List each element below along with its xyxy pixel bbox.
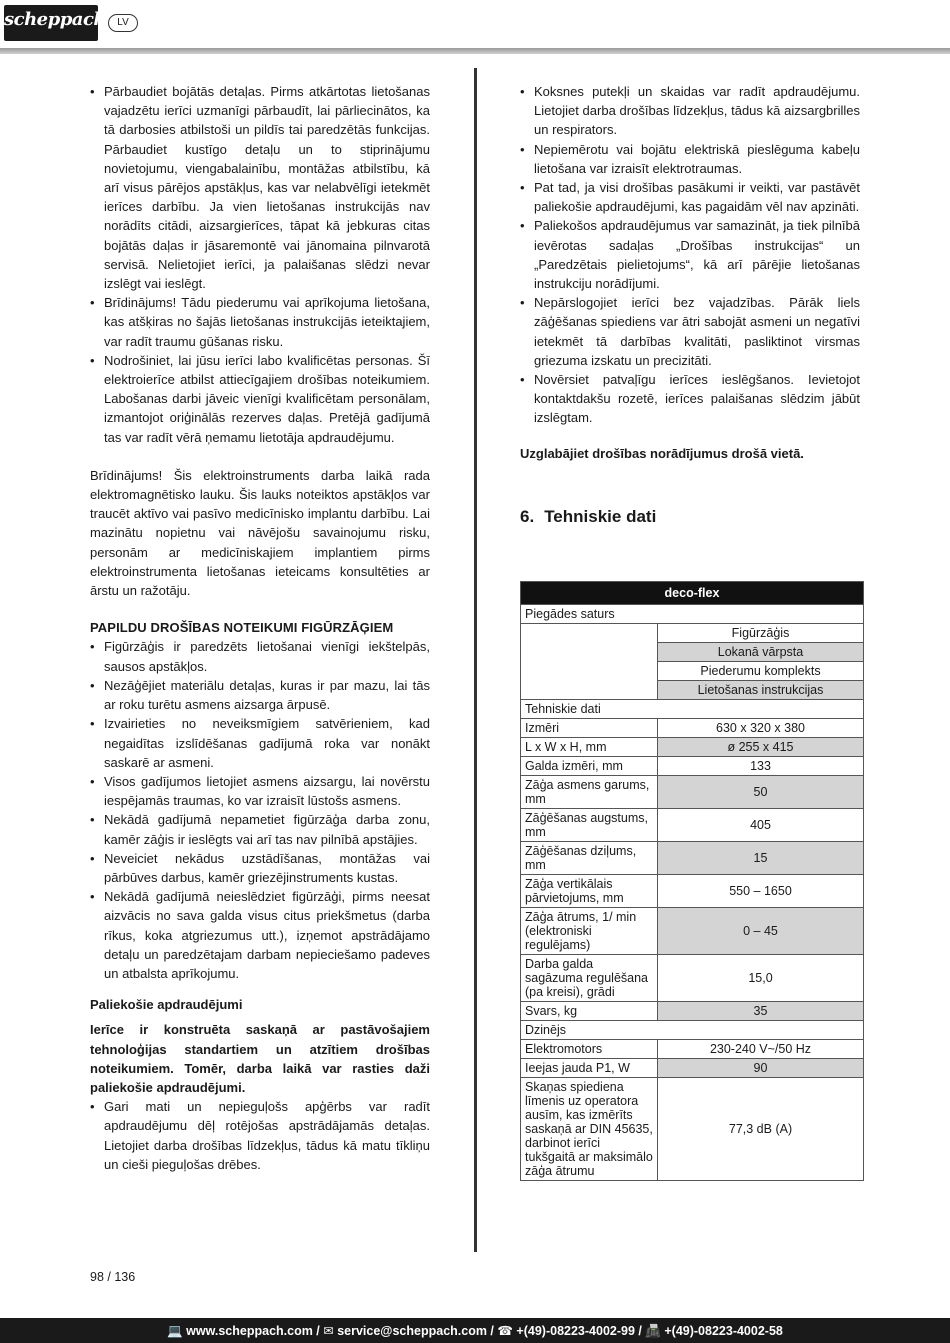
bullet-list-4 — [520, 82, 860, 428]
column-divider — [474, 68, 477, 1252]
header-bar — [0, 48, 950, 54]
language-badge: LV — [108, 14, 138, 32]
table-header-model: deco-flex — [521, 582, 864, 605]
bullet-list-3 — [90, 1097, 430, 1174]
list-item: • Nodrošiniet, lai jūsu ierīci labo kvalificētas personas. Šī elektroierīce atbilst attiecīgajiem drošības noteikumiem. Labošanas darbi jāveic vienīgi kvalificētam personālam, izmantojot oriģinālās rezerves daļas. Pretējā gadījumā tas var radīt vērā ņemamu lietotāja apdraudējumu. — [90, 351, 430, 447]
store-note: Uzglabājiet drošības norādījumus drošā vietā. — [520, 445, 804, 461]
table-row: Zāģa ātrums, 1/ min (elektroniski regulējams) 0 – 45 — [521, 908, 864, 955]
list-item: • Brīdinājums! Tādu piederumu vai aprīkojuma lietošana, kas atšķiras no šajās lietošanas instrukcijās ieteiktajiem, var radīt traumu gūšanas risku. — [90, 293, 430, 351]
table-row: Skaņas spiediena līmenis uz operatora ausīm, kas izmērīts saskaņā ar DIN 45635, darbinot ierīci tukšgaitā ar maksimālo zāģa ātrumu 77,3 dB (A) — [521, 1078, 864, 1181]
section-number: 6. — [520, 506, 535, 526]
list-item: • Nekādā gadījumā nepametiet figūrzāģa darba zonu, kamēr zāģis ir ieslēgts vai arī tas nav pilnībā apstājies. — [90, 810, 430, 848]
table-row: Galda izmēri, mm 133 — [521, 757, 864, 776]
tech-label: Tehniskie dati — [521, 700, 864, 719]
list-item: • Izvairieties no neveiksmīgiem satvērieniem, kad negaidītas izslīdēšanas gadījumā roka var nonākt saskarē ar asmeni. — [90, 714, 430, 772]
list-item: • Novērsiet patvaļīgu ierīces ieslēgšanos. Ievietojot kontaktdakšu rozetē, ierīces palaišanas slēdzim jābūt izslēgtam. — [520, 370, 860, 428]
scope-item: Lietošanas instrukcijas — [658, 681, 864, 700]
table-row: Zāģa vertikālais pārvietojums, mm 550 – 1650 — [521, 875, 864, 908]
residual-risks-heading: Paliekošie apdraudējumi — [90, 997, 243, 1013]
table-row: Zāģēšanas dziļums, mm 15 — [521, 842, 864, 875]
table-row: L x W x H, mm ø 255 x 415 — [521, 738, 864, 757]
list-item: • Paliekošos apdraudējumus var samazināt, ja tiek pilnībā ievērotas sadaļas „Drošības instrukcijas“ un „Paredzētais pielietojums“, kā arī pārējie lietošanas instrukciju norādījumi. — [520, 216, 860, 293]
emf-warning: Brīdinājums! Šis elektroinstruments darba laikā rada elektromagnētisko lauku. Šis lauks noteiktos apstākļos var traucēt aktīvo vai pasīvo medicīnisko implantu darbību. Lai mazinātu nopietnu vai nāvējošu savainojumu risku, personām ar medicīniskajiem implantiem pirms elektroinstrumenta lietošanas ieteicams konsultēties ar ārstu un ražotāju. — [90, 467, 430, 599]
list-item: • Visos gadījumos lietojiet asmens aizsargu, lai novērstu iespējamās traumas, ko var izraisīt lūstošs asmens. — [90, 772, 430, 810]
bullet-list-1 — [90, 82, 430, 447]
table-row: Zāģēšanas augstums, mm 405 — [521, 809, 864, 842]
residual-risks-intro: Ierīce ir konstruēta saskaņā ar pastāvošajiem tehnoloģijas standartiem un atzītiem drošības noteikumiem. Tomēr, darba laikā var rasties daži paliekošie apdraudējumi. — [90, 1022, 430, 1095]
table-row: Zāģa asmens garums, mm 50 — [521, 776, 864, 809]
table-row: Darba galda sagāzuma regulēšana (pa kreisi), grādi 15,0 — [521, 955, 864, 1002]
page-header — [0, 0, 950, 46]
section-heading: Tehniskie dati — [544, 506, 657, 526]
page-footer — [0, 1318, 950, 1343]
list-item: • Figūrzāģis ir paredzēts lietošanai vienīgi iekštelpās, sausos apstākļos. — [90, 637, 430, 675]
scope-item: Piederumu komplekts — [658, 662, 864, 681]
left-column — [90, 82, 430, 1174]
page-number: 98 / 136 — [90, 1270, 136, 1284]
list-item: • Pārbaudiet bojātās detaļas. Pirms atkārtotas lietošanas vajadzētu ierīci uzmanīgi pārbaudīt, lai pārliecinātos, ka tā darbosies atbilstoši un pildīs tai paredzētās funkcijas. Pārbaudiet kustīgo detaļu un to stiprinājumu novietojumu, viengabalainību, montāžas atbilstību, kā arī visus pārējos apstākļus, kas var nelabvēlīgi ietekmēt ierīces darbību. Ja vien lietošanas instrukcijās nav norādīts citādi, aizsargierīces, tāpat kā jebkuras citas bojātās daļas ir jāsaremontē vai jānomaina pilnvarotā servisā. Nelietojiet ierīci, ja palaišanas slēdzi nevar izslēgt vai ieslēgt. — [90, 82, 430, 293]
list-item: • Nekādā gadījumā neieslēdziet figūrzāģi, pirms neesat aizvācis no sava galda visus citus priekšmetus (darba rīkus, koka atgriezumus utt.), izņemot apstrādājamo detaļu un paredzētajam darbam nepieciešamo padeves un atbalsta aprīkojumu. — [90, 887, 430, 983]
list-item: • Neveiciet nekādus uzstādīšanas, montāžas vai pārbūves darbus, kamēr griezējinstruments kustas. — [90, 849, 430, 887]
scope-label: Piegādes saturs — [521, 605, 864, 624]
list-item: • Nezāģējiet materiālu detaļas, kuras ir par mazu, lai tās ar roku turētu asmens aizsarga ārpusē. — [90, 676, 430, 714]
scope-item: Figūrzāģis — [658, 624, 864, 643]
list-item: • Koksnes putekļi un skaidas var radīt apdraudējumu. Lietojiet darba drošības līdzekļus, tādus kā aizsargbrilles un respirators. — [520, 82, 860, 140]
scope-item: Lokanā vārpsta — [658, 643, 864, 662]
list-item: • Pat tad, ja visi drošības pasākumi ir veikti, var pastāvēt paliekošie apdraudējumi, kas pagaidām vēl nav apzināti. — [520, 178, 860, 216]
scope-spacer — [521, 624, 658, 700]
list-item: • Nepiemērotu vai bojātu elektriskā pieslēguma kabeļu lietošana var izraisīt elektrotraumas. — [520, 140, 860, 178]
table-row: Elektromotors 230-240 V~/50 Hz — [521, 1040, 864, 1059]
right-column — [520, 82, 860, 526]
motor-label: Dzinējs — [521, 1021, 864, 1040]
list-item: • Gari mati un nepieguļošs apģērbs var radīt apdraudējumu dēļ rotējošas apstrādājamās detaļas. Lietojiet darba drošības līdzekļus, tādus kā matu tīkliņu un cieši pieguļošas drēbes. — [90, 1097, 430, 1174]
section-title — [520, 507, 860, 526]
tech-data-table — [520, 581, 864, 1181]
table-row: Ieejas jauda P1, W 90 — [521, 1059, 864, 1078]
table-row: Svars, kg 35 — [521, 1002, 864, 1021]
list-item: • Nepārslogojiet ierīci bez vajadzības. Pārāk liels zāģēšanas spiediens var ātri sabojāt asmeni un negatīvi ietekmēt tā darbības kvalitāti, pasliktinot virsmas griezuma izskatu un precizitāti. — [520, 293, 860, 370]
bullet-list-2 — [90, 637, 430, 983]
extra-safety-heading: PAPILDU DROŠĪBAS NOTEIKUMI FIGŪRZĀĢIEM — [90, 620, 394, 636]
footer-contacts: 💻 www.scheppach.com / ✉ service@scheppach.com / ☎ +(49)-08223-4002-99 / 📠 +(49)-08223-4002-58 — [167, 1324, 783, 1338]
table-row: Izmēri 630 x 320 x 380 — [521, 719, 864, 738]
scheppach-logo: scheppach — [4, 5, 98, 41]
